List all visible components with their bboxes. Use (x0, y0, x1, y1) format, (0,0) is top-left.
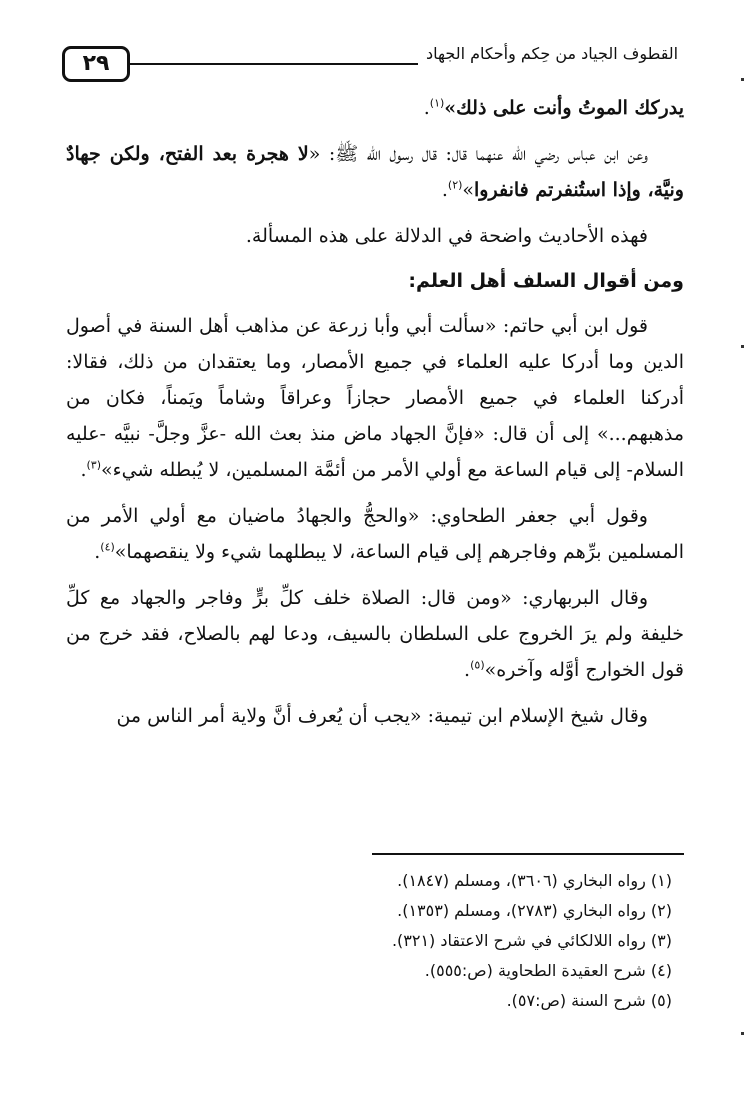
footnote-4: (٤) شرح العقيدة الطحاوية (ص:٥٥٥). (424, 961, 672, 980)
footnotes (112, 866, 672, 1016)
paragraph-2-lead: وعن ابن عباس رضي الله عنهما قال: قال رسول الله ﷺ: « (308, 143, 648, 165)
hadith-end-text: يدركك الموتُ وأنت على ذلك» (444, 97, 684, 119)
section-heading: ومن أقوال السلف أهل العلم: (408, 270, 684, 292)
footnote-divider (372, 853, 684, 855)
page-header (62, 40, 686, 82)
paragraph-5-text: وقول أبي جعفر الطحاوي: «والحجُّ والجهادُ ماضيان مع أولي الأمر من المسلمين برِّهم وفاجرهم إلى قيام الساعة، لا يبطلهما شيء ولا ينقصهما» (66, 505, 684, 563)
paragraph-6-text: وقال البربهاري: «ومن قال: الصلاة خلف كلِّ برٍّ وفاجر والجهاد مع كلِّ خليفة ولم يرَ الخروج على السلطان بالسيف، ودعا لهم بالصلاح، فقد خرج من قول الخوارج أوَّله وآخره» (66, 587, 684, 681)
paragraph-7: وقال شيخ الإسلام ابن تيمية: «يجب أن يُعرف أنَّ ولاية أمر الناس من (116, 705, 648, 727)
footnote-5: (٥) شرح السنة (ص:٥٧). (506, 991, 672, 1010)
paragraph-1-end: . (423, 97, 430, 119)
running-title: القطوف الجياد من حِكم وأحكام الجهاد (426, 44, 679, 63)
footnote-1: (١) رواه البخاري (٣٦٠٦)، ومسلم (١٨٤٧). (397, 871, 672, 890)
footnote-2: (٢) رواه البخاري (٢٧٨٣)، ومسلم (١٣٥٣). (397, 901, 672, 920)
scan-mark (741, 1032, 744, 1035)
footnote-ref-5: (٥) (470, 658, 485, 672)
paragraph-1 (66, 90, 684, 126)
paragraph-5-end: . (94, 541, 101, 563)
paragraph-4-text: قول ابن أبي حاتم: «سألت أبي وأبا زرعة عن مذاهب أهل السنة في أصول الدين وما أدركا عليه العلماء في جميع الأمصار، وما يعتقدان من ذلك، فقالا: أدركنا العلماء في جميع الأمصار حجازاً وعراقاً وشاماً ويَمناً، فكان من مذهبهم...» إلى أن قال: «فإنَّ الجهاد ماض منذ بعث الله -عزَّ وجلَّ- نبيَّه -عليه السلام- إلى قيام الساعة مع أولي الأمر من أئمَّة المسلمين، لا يُبطله شيء» (66, 315, 684, 481)
footnote-ref-2: (٢) (447, 178, 463, 192)
footnote-ref-4: (٤) (100, 540, 115, 554)
main-text (66, 90, 684, 744)
scan-mark (741, 78, 744, 81)
header-rule (130, 63, 418, 65)
paragraph-3: فهذه الأحاديث واضحة في الدلالة على هذه المسألة. (245, 225, 648, 247)
paragraph-5 (66, 498, 684, 570)
paragraph-6 (66, 580, 684, 688)
scan-mark (741, 345, 744, 348)
hadith-quote: لا هجرة بعد الفتح، ولكن جهادٌ ونيَّة، وإذا استُنفرتم فانفروا (66, 143, 684, 201)
paragraph-6-end: . (464, 659, 471, 681)
footnote-ref-1: (١) (429, 96, 445, 110)
page-number: ٢٩ (62, 46, 130, 82)
paragraph-2-close: » (462, 179, 475, 201)
paragraph-4 (66, 308, 684, 488)
paragraph-2-end: . (441, 179, 448, 201)
paragraph-4-end: . (80, 459, 87, 481)
footnote-3: (٣) رواه اللالكائي في شرح الاعتقاد (٣٢١). (391, 931, 672, 950)
footnote-ref-3: (٣) (86, 458, 102, 472)
paragraph-2 (66, 136, 684, 208)
